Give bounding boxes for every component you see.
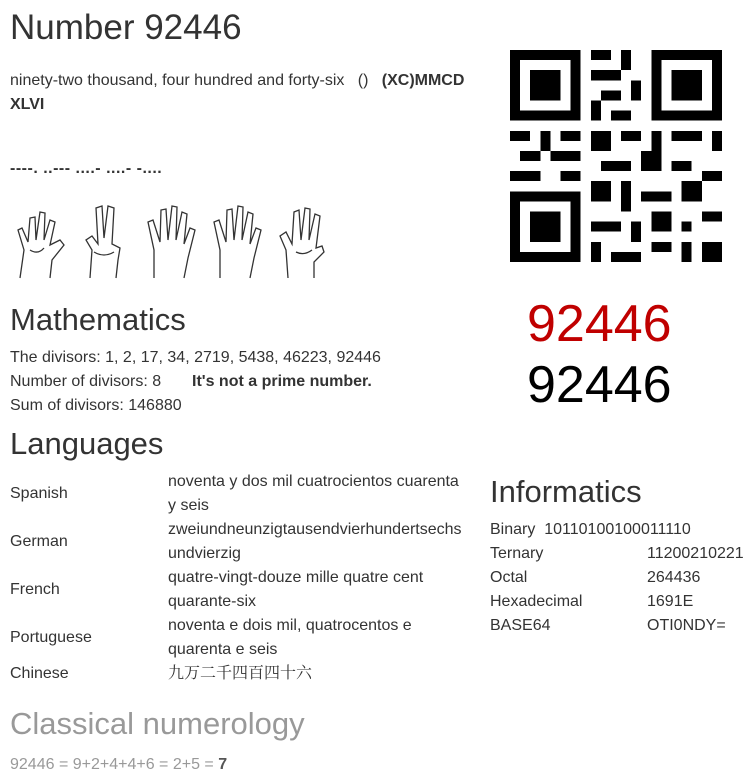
qr-code-icon — [510, 50, 722, 262]
language-row — [10, 614, 468, 662]
roman-numeral: (XC)MMCD XLVI — [10, 72, 465, 113]
language-text: 九万二千四百四十六 — [168, 665, 313, 682]
info-value-hex: 1691E — [647, 593, 694, 610]
language-row — [10, 662, 468, 686]
divisor-sum-text: Sum of divisors: 146880 — [10, 397, 182, 414]
info-value-octal: 264436 — [647, 569, 701, 586]
morse-code: ----. ..--- ....- ....- -.... — [10, 160, 163, 177]
info-label-ternary: Ternary — [490, 545, 544, 562]
language-name: Chinese — [10, 665, 69, 682]
divisors-text: The divisors: 1, 2, 17, 34, 2719, 5438, 46223, 92446 — [10, 349, 381, 366]
info-value-ternary: 11200210221 — [647, 545, 744, 562]
numerology-result: 7 — [218, 756, 228, 773]
page-title: Number 92446 — [10, 8, 242, 47]
language-row — [10, 518, 468, 566]
language-name: French — [10, 581, 60, 598]
language-name: Portuguese — [10, 629, 92, 646]
info-value-base64: OTI0NDY= — [647, 617, 726, 634]
informatics-heading: Informatics — [490, 474, 642, 509]
language-text: zweiundneunzigtausendvierhundertsechs undvierzig — [168, 521, 462, 562]
parens: () — [357, 72, 369, 89]
info-label-hex: Hexadecimal — [490, 593, 583, 610]
number-words — [10, 69, 480, 117]
prime-status: It's not a prime number. — [192, 373, 372, 390]
number-display-black: 92446 — [527, 356, 672, 414]
divisor-count-text: Number of divisors: 8 — [10, 373, 162, 390]
languages-heading: Languages — [10, 426, 164, 461]
hand-sign-4-icon — [208, 200, 266, 280]
mathematics-heading: Mathematics — [10, 302, 186, 337]
hand-sign-6-icon — [274, 200, 332, 280]
number-display-red: 92446 — [527, 295, 672, 353]
hand-sign-4-icon — [142, 200, 200, 280]
language-row — [10, 566, 468, 614]
numerology-heading: Classical numerology — [10, 706, 305, 741]
info-label-base64: BASE64 — [490, 617, 551, 634]
hand-sign-2-icon — [76, 200, 134, 280]
language-row — [10, 470, 468, 518]
numerology-equation: 92446 = 9+2+4+4+6 = 2+5 = 7 — [10, 756, 228, 773]
hand-sign-9-icon — [10, 200, 68, 280]
sign-language-hands — [10, 200, 332, 284]
language-text: quatre-vingt-douze mille quatre cent quarante-six — [168, 569, 424, 610]
languages-table — [10, 470, 468, 686]
english-words: ninety-two thousand, four hundred and forty-six — [10, 72, 345, 89]
language-text: noventa y dos mil cuatrocientos cuarenta y seis — [168, 473, 459, 514]
language-text: noventa e dois mil, quatrocentos e quarenta e seis — [168, 617, 412, 658]
info-label-binary: Binary 10110100100011110 — [490, 521, 691, 538]
info-value-binary: 10110100100011110 — [544, 521, 691, 538]
info-label-octal: Octal — [490, 569, 528, 586]
language-name: Spanish — [10, 485, 68, 502]
language-name: German — [10, 533, 68, 550]
